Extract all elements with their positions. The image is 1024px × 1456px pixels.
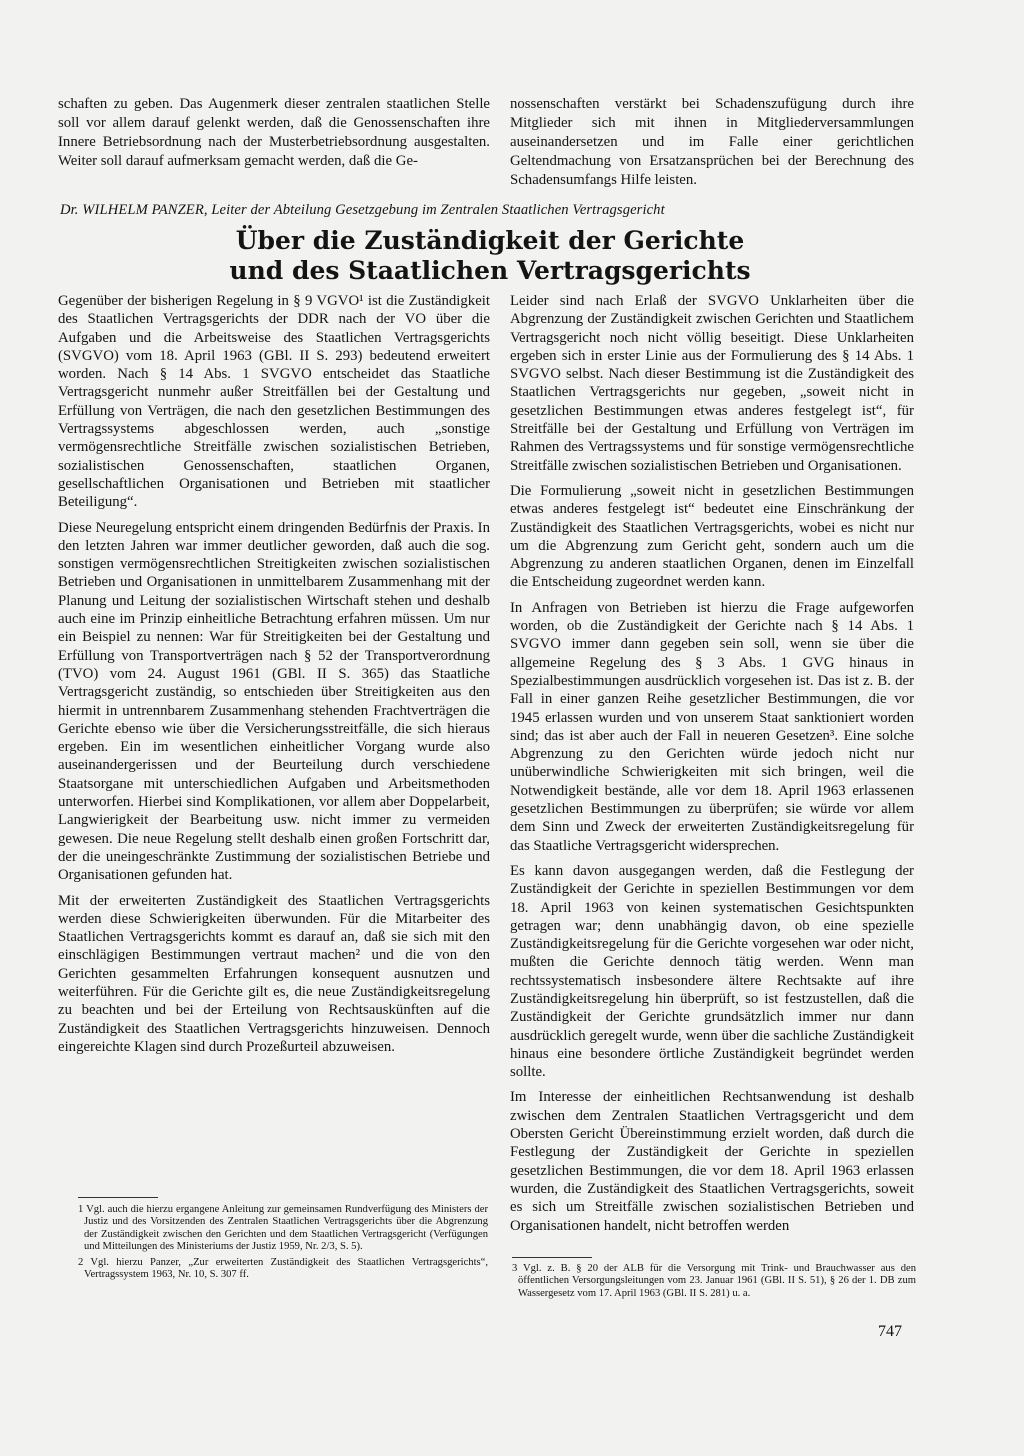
title-line: und des Staatlichen Vertragsgerichts: [229, 256, 751, 285]
article-paragraph: Gegenüber der bisherigen Regelung in § 9 VGVO¹ ist die Zuständigkeit des Staatlichen Vertragsgerichts der DDR nach der VO über die Aufgaben und die Arbeitsweise des Staatlichen Vertragsgerichts (SVGVO) vom 18. April 1963 (GBl. II S. 293) bedeutend erweitert worden. Nach § 14 Abs. 1 SVGVO entscheidet das Staatliche Vertragsgericht nunmehr außer Streitfällen bei der Gestaltung und Erfüllung von Verträgen, die nach den gesetzlichen Bestimmungen des Vertragssystems abgeschlossen werden, auch „sonstige vermögensrechtliche Streitfälle zwischen sozialistischen Betrieben, sozialistischen Genossenschaften, staatlichen Organen, gesellschaftlichen Organisationen und Betrieben mit staatlicher Beteiligung“.: [58, 293, 490, 511]
article-paragraph: In Anfragen von Betrieben ist hierzu die Frage aufgeworfen worden, ob die Zuständigkeit der Gerichte nach § 14 Abs. 1 SVGVO immer dann gegeben sein soll, wenn sie über die allgemeine Regelung des § 3 Abs. 1 GVG hinaus in Spezialbestimmungen ausdrücklich vorgesehen ist. Das ist z. B. der Fall in einer ganzen Reihe gesetzlicher Bestimmungen, die vor 1945 erlassen wurden und von unserem Staat sanktioniert worden sind; das ist aber auch der Fall in neueren Gesetzen³. Eine solche Abgrenzung zu den Gerichten würde jedoch nicht nur unüberwindliche Schwierigkeiten mit sich bringen, weil die Notwendigkeit bestände, alle vor dem 18. April 1963 erlassenen gesetzlichen Bestimmungen zu überprüfen; sie würde vor allem dem Sinn und Zweck der erweiterten Zuständigkeitsregelung für das Staatliche Vertragsgericht widersprechen.: [510, 599, 914, 854]
article-title: [170, 226, 810, 286]
continuation-left-column: [58, 95, 490, 171]
footnotes-right: [512, 1263, 916, 1303]
footnote: 2 Vgl. hierzu Panzer, „Zur erweiterten Zuständigkeit des Staatlichen Vertragsgerichts“, Vertragssystem 1963, Nr. 10, S. 307 ff.: [78, 1256, 488, 1281]
footnote-divider: [78, 1197, 158, 1198]
article-paragraph: Mit der erweiterten Zuständigkeit des Staatlichen Vertragsgerichts werden diese Schwierigkeiten überwunden. Für die Mitarbeiter des Staatlichen Vertragsgerichts kommt es darauf an, daß sie sich mit den einschlägigen Bestimmungen vertraut machen² und die von den Gerichten gesammelten Erfahrungen konsequent ausnutzen und weiterführen. Für die Gerichte gilt es, die neue Zuständigkeitsregelung zu beachten und bei der Erteilung von Rechtsauskünften auf die Zuständigkeit des Staatlichen Vertragsgerichts hinzuweisen. Dennoch eingereichte Klagen sind durch Prozeßurteil abzuweisen.: [58, 892, 490, 1055]
footnote: 3 Vgl. z. B. § 20 der ALB für die Versorgung mit Trink- und Brauchwasser aus den öffentlichen Versorgungsleitungen vom 23. Januar 1961 (GBl. II S. 51), § 26 der 1. DB zum Wassergesetz vom 17. April 1963 (GBl. II S. 281) u. a.: [512, 1263, 916, 1299]
article-paragraph: Leider sind nach Erlaß der SVGVO Unklarheiten über die Abgrenzung der Zuständigkeit zwischen Gerichten und Staatlichem Vertragsgericht noch nicht völlig beseitigt. Diese Unklarheiten ergeben sich in erster Linie aus der Formulierung des § 14 Abs. 1 SVGVO selbst. Nach dieser Bestimmung ist die Zuständigkeit des Staatlichen Vertragsgerichts nur gegeben, „soweit nicht in gesetzlichen Bestimmungen etwas anderes festgelegt ist“, für Streitfälle bei der Gestaltung und Erfüllung von Verträgen im Rahmen des Vertragssystems und für sonstige vermögensrechtliche Streitfälle zwischen sozialistischen Betrieben und Organisationen.: [510, 293, 914, 474]
continuation-paragraph: schaften zu geben. Das Augenmerk dieser zentralen staatlichen Stelle soll vor allem darauf gelenkt werden, daß die Genossenschaften ihre Innere Betriebsordnung nach der Musterbetriebsordnung ausgestalten. Weiter soll darauf aufmerksam gemacht werden, daß die Ge-: [58, 96, 490, 169]
article-paragraph: Diese Neuregelung entspricht einem dringenden Bedürfnis der Praxis. In den letzten Jahren war immer deutlicher geworden, daß auch die sog. sonstigen vermögensrechtlichen Streitigkeiten zwischen sozialistischen Betrieben und Organisationen in unmittelbarem Zusammenhang mit der Planung und Leitung der sozialistischen Wirtschaft stehen und deshalb auch eine im Prinzip einheitliche Betrachtung erfahren müssen. Um nur ein Beispiel zu nennen: War für Streitigkeiten bei der Gestaltung und Erfüllung von Transportverträgen nach § 52 der Transportverordnung (TVO) vom 24. August 1961 (GBl. II S. 365) das Staatliche Vertragsgericht zuständig, so entschieden über Streitigkeiten aus den hiermit in untrennbarem Zusammenhang stehenden Frachtverträgen die Gerichte ebenso wie über die Versicherungsstreitfälle, die sich hieraus ergeben. Ein im wesentlichen einheitlicher Vorgang wurde also auseinandergerissen und der Beurteilung durch verschiedene Staatsorgane mit unterschiedlichen Aufgaben und Arbeitsmethoden unterworfen. Hierbei sind Komplikationen, vor allem aber Doppelarbeit, Langwierigkeit der Bearbeitung usw. nicht immer zu vermeiden gewesen. Die neue Regelung stellt deshalb einen großen Fortschritt dar, der die uneingeschränkte Zustimmung der sozialistischen Betriebe und Organisationen gefunden hat.: [58, 519, 490, 884]
footnote: 1 Vgl. auch die hierzu ergangene Anleitung zur gemeinsamen Rundverfügung des Ministers der Justiz und des Vorsitzenden des Zentralen Staatlichen Vertragsgerichts über die Abgrenzung der Zuständigkeit zwischen den Gerichten und dem Staatlichen Vertragsgericht (Verfügungen und Mitteilungen des Ministeriums der Justiz 1959, Nr. 2/3, S. 5).: [78, 1204, 488, 1253]
page-number: 747: [878, 1323, 902, 1340]
article-paragraph: Die Formulierung „soweit nicht in gesetzlichen Bestimmungen etwas anderes festgelegt ist“ bedeutet eine Einschränkung der Zuständigkeit des Staatlichen Vertragsgerichts, wobei es nicht nur um die Abgrenzung zum Gericht geht, sondern auch um die Abgrenzung zu anderen staatlichen Organen, denen im Einzelfall die Entscheidung zugeordnet werden kann.: [510, 482, 914, 591]
continuation-right-column: [510, 95, 914, 190]
continuation-paragraph: nossenschaften verstärkt bei Schadenszufügung durch ihre Mitglieder sich mit ihnen in Mitgliederversammlungen auseinandersetzen und im Falle einer gerichtlichen Geltendmachung von Ersatzansprüchen bei der Berechnung des Schadensumfangs Hilfe leisten.: [510, 96, 914, 188]
article-left-column: [58, 292, 490, 1063]
article-paragraph: Es kann davon ausgegangen werden, daß die Festlegung der Zuständigkeit der Gerichte in speziellen Bestimmungen vor dem 18. April 1963 von keinen systematischen Gesichtspunkten getragen war; denn unabhängig davon, ob eine spezielle Zuständigkeitsregelung für die Gerichte vorgesehen war oder nicht, mußten die Gerichte dennoch tätig werden. Wenn man rechtssystematisch insbesondere ältere Rechtsakte auf ihre Zuständigkeitsregelung hin überprüft, so ist festzustellen, daß die Zuständigkeit der Gerichte grundsätzlich immer nur dann ausdrücklich geregelt wurde, wenn über die sachliche Zuständigkeit hinaus eine besondere örtliche Zuständigkeit begründet werden sollte.: [510, 862, 914, 1081]
title-line: Über die Zuständigkeit der Gerichte: [235, 226, 745, 255]
article-right-column: [510, 292, 914, 1242]
footnotes-left: [78, 1204, 488, 1284]
footnote-divider: [512, 1257, 592, 1258]
article-byline: Dr. WILHELM PANZER, Leiter der Abteilung Gesetzgebung im Zentralen Staatlichen Vertragsgericht: [60, 202, 665, 218]
article-paragraph: Im Interesse der einheitlichen Rechtsanwendung ist deshalb zwischen dem Zentralen Staatlichen Vertragsgericht und dem Obersten Gericht Übereinstimmung erzielt worden, daß durch die Festlegung der Zuständigkeit der Gerichte in speziellen gesetzlichen Bestimmungen, die vor dem 18. April 1963 erlassen wurden, die Zuständigkeit des Staatlichen Vertragsgerichts, soweit es sich um Streitfälle zwischen sozialistischen Betrieben und Organisationen handelt, nicht betroffen werden: [510, 1089, 914, 1234]
